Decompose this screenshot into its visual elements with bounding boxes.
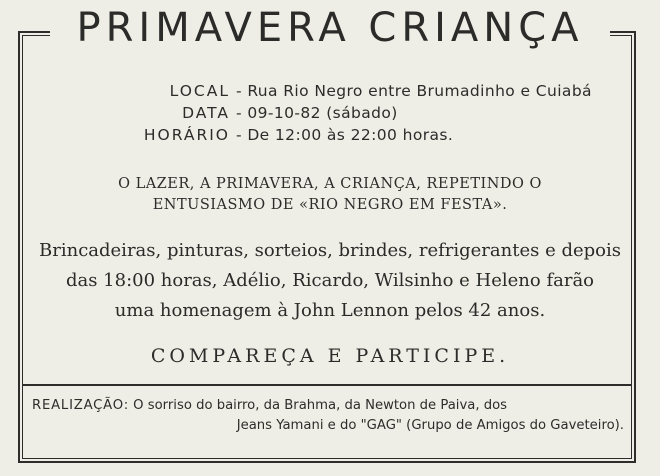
- credits-divider: [22, 384, 632, 386]
- info-label-local: LOCAL: [169, 82, 230, 100]
- credits-line-1: [32, 396, 628, 416]
- call-to-action: COMPAREÇA E PARTICIPE.: [150, 345, 510, 367]
- info-value-data: - 09-10-82 (sábado): [236, 104, 398, 122]
- credits-label: REALIZAÇÃO:: [32, 398, 129, 413]
- description-line-3: uma homenagem à John Lennon pelos 42 anos.: [114, 300, 546, 321]
- info-value-local: - Rua Rio Negro entre Brumadinho e Cuiabá: [236, 82, 592, 100]
- slogan-line-1: O LAZER, A PRIMAVERA, A CRIANÇA, REPETINDO O: [118, 176, 542, 192]
- credits-line-2: Jeans Yamani e do "GAG" (Grupo de Amigos do Gaveteiro).: [236, 418, 624, 433]
- info-label-horario: HORÁRIO: [143, 126, 230, 144]
- flyer-title: PRIMAVERA CRIANÇA: [50, 2, 610, 54]
- description-line-1: Brincadeiras, pinturas, sorteios, brindes, refrigerantes e depois: [39, 240, 621, 261]
- event-description: [32, 236, 628, 326]
- slogan-line-2: ENTUSIASMO DE «RIO NEGRO EM FESTA».: [152, 197, 508, 213]
- description-line-2: das 18:00 horas, Adélio, Ricardo, Wilsinho e Heleno farão: [65, 270, 595, 291]
- credits-text-1: O sorriso do bairro, da Brahma, da Newton de Paiva, dos: [133, 398, 508, 413]
- info-row-horario: [60, 124, 620, 146]
- slogan: [40, 174, 620, 216]
- event-info: [60, 80, 620, 146]
- info-value-horario: - De 12:00 às 22:00 horas.: [236, 126, 454, 144]
- info-label-data: DATA: [182, 104, 230, 122]
- info-row-data: [60, 102, 620, 124]
- credits: [32, 396, 628, 436]
- info-row-local: [60, 80, 620, 102]
